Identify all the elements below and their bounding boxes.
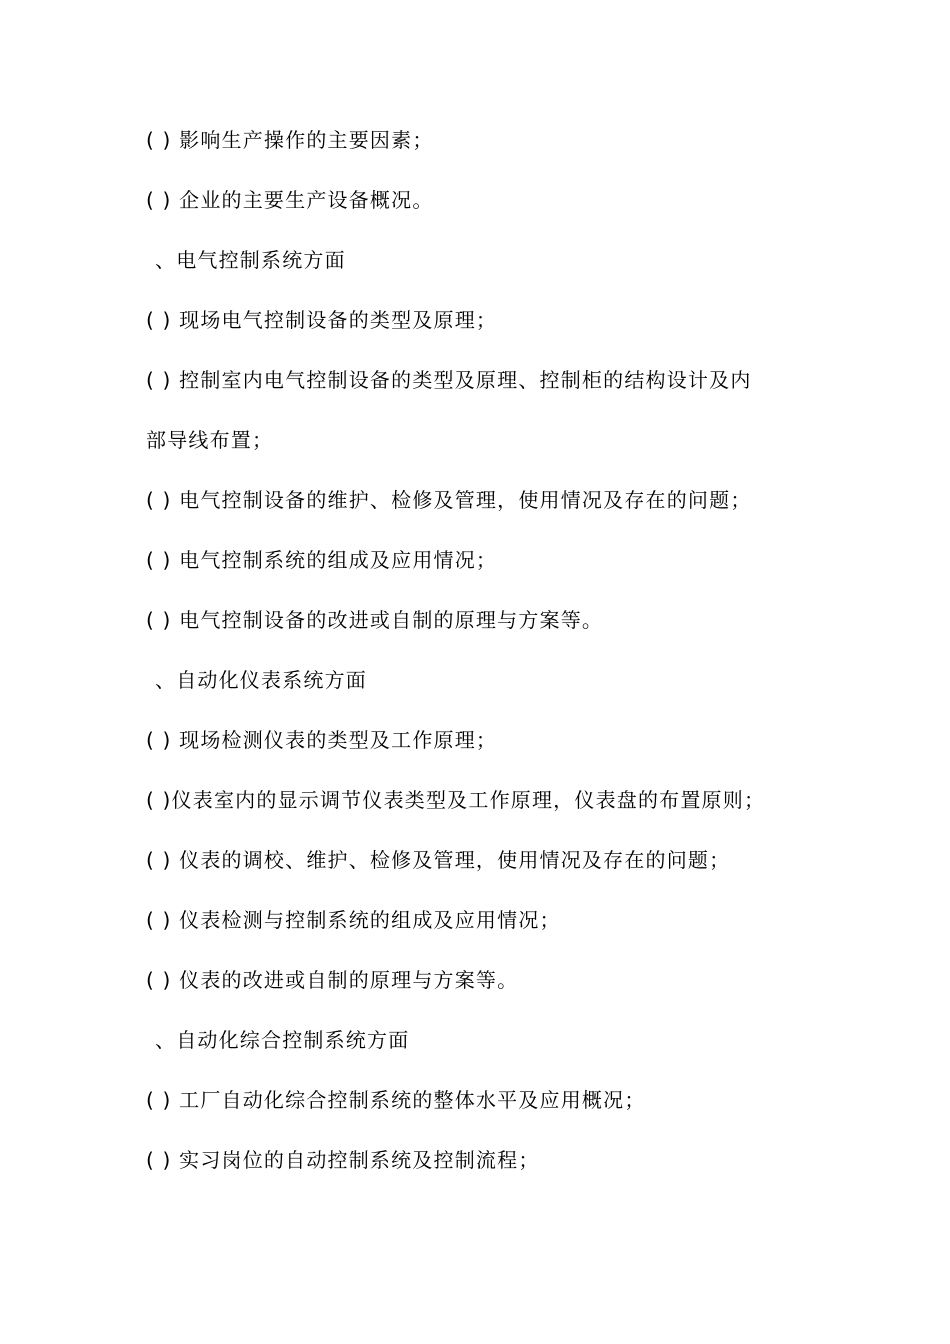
document-line: ( ) 现场电气控制设备的类型及原理；	[146, 308, 498, 332]
document-line: ( ) 企业的主要生产设备概况。	[146, 188, 434, 212]
document-line: ( ) 仪表的调校、维护、检修及管理，使用情况及存在的问题；	[146, 848, 731, 872]
document-line: ( ) 现场检测仪表的类型及工作原理；	[146, 728, 498, 752]
section-heading: 、自动化综合控制系统方面	[155, 1028, 410, 1052]
document-line: ( ) 电气控制系统的组成及应用情况；	[146, 548, 498, 572]
document-line-continuation: 部导线布置；	[146, 428, 274, 452]
section-heading: 、电气控制系统方面	[155, 248, 346, 272]
document-line: ( ) 电气控制设备的维护、检修及管理，使用情况及存在的问题；	[146, 488, 752, 512]
document-line: ( ) 仪表检测与控制系统的组成及应用情况；	[146, 908, 561, 932]
document-line: ( ) 影响生产操作的主要因素；	[146, 128, 434, 152]
document-line: ( )仪表室内的显示调节仪表类型及工作原理，仪表盘的布置原则；	[146, 788, 766, 812]
document-line: ( ) 实习岗位的自动控制系统及控制流程；	[146, 1148, 540, 1172]
section-heading: 、自动化仪表系统方面	[155, 668, 367, 692]
document-line: ( ) 电气控制设备的改进或自制的原理与方案等。	[146, 608, 604, 632]
document-line: ( ) 控制室内电气控制设备的类型及原理、控制柜的结构设计及内	[146, 368, 752, 392]
document-line: ( ) 仪表的改进或自制的原理与方案等。	[146, 968, 519, 992]
document-line: ( ) 工厂自动化综合控制系统的整体水平及应用概况；	[146, 1088, 646, 1112]
